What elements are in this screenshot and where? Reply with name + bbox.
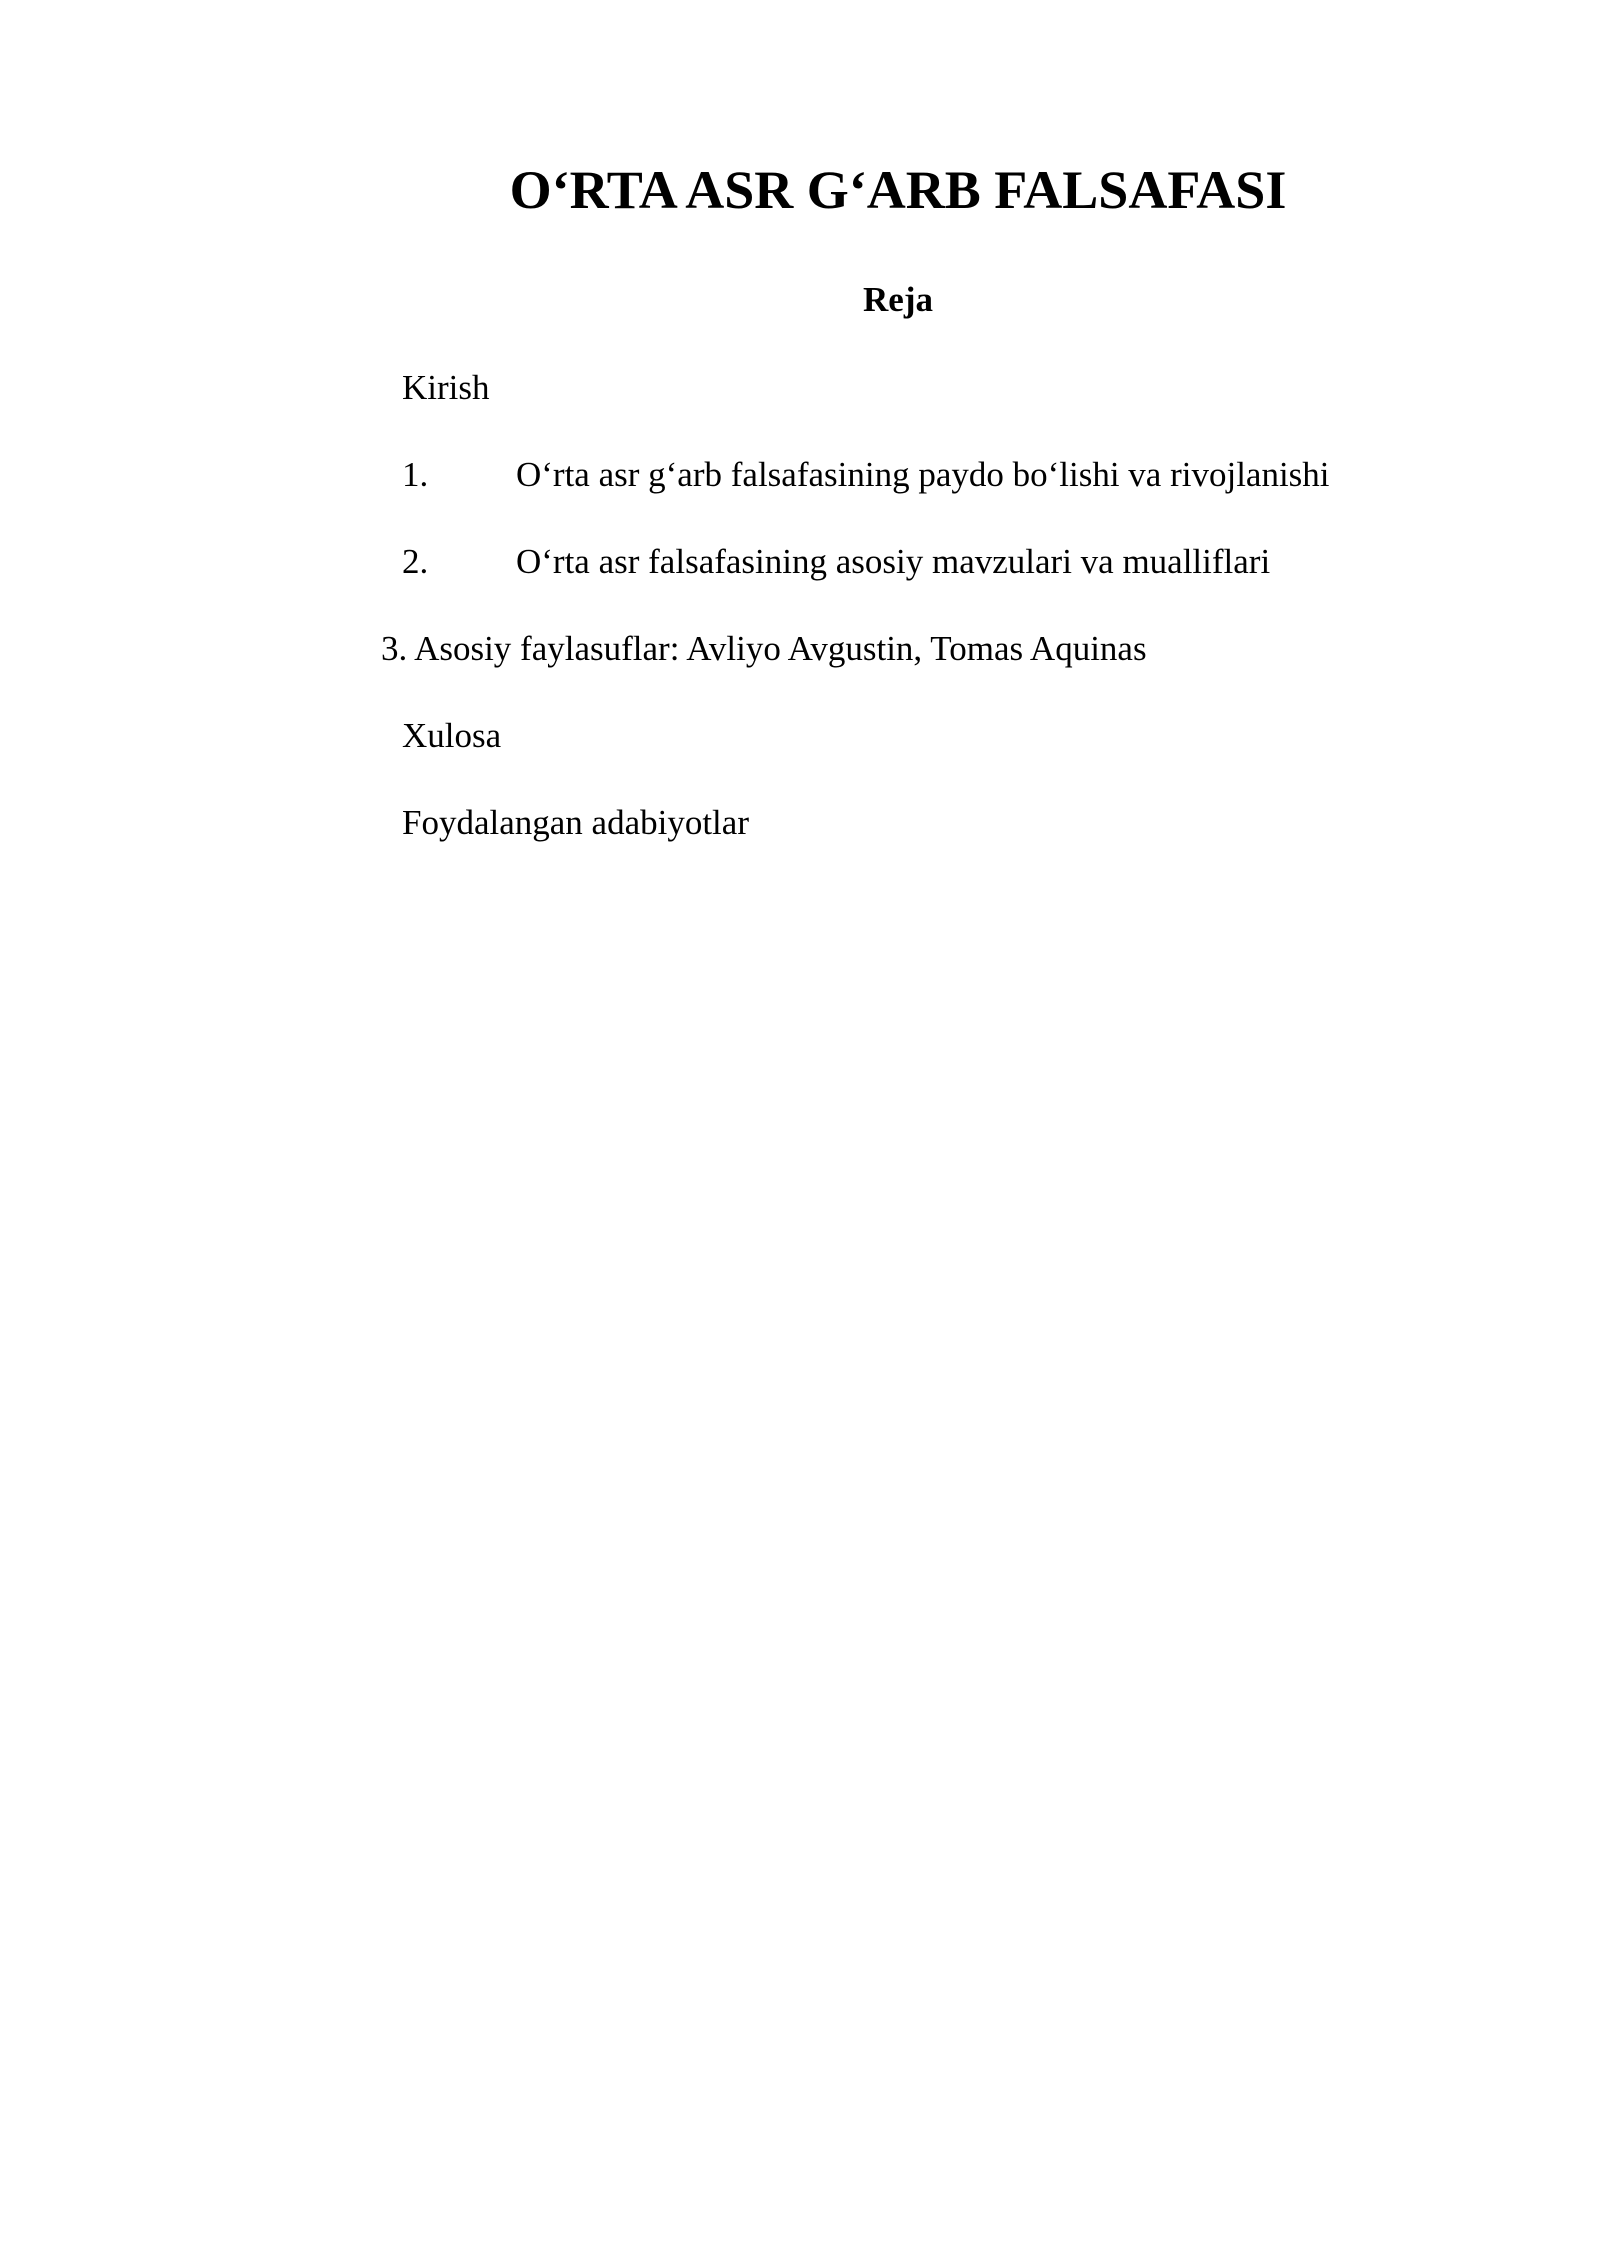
plan-heading: Reja	[863, 280, 933, 319]
plan-item-text: O‘rta asr g‘arb falsafasining paydo bo‘lishi va rivojlanishi	[516, 455, 1330, 494]
plan-item-text: O‘rta asr falsafasining asosiy mavzulari va mualliflari	[516, 542, 1271, 581]
document-title: O‘RTA ASR G‘ARB FALSAFASI	[509, 160, 1287, 220]
references-line: Foydalangan adabiyotlar	[402, 803, 749, 842]
conclusion-line: Xulosa	[402, 716, 502, 755]
plan-item-number: 1.	[402, 455, 429, 494]
plan-item-number: 2.	[402, 542, 429, 581]
intro-line: Kirish	[402, 368, 490, 407]
plan-item-3: 3. Asosiy faylasuflar: Avliyo Avgustin, Tomas Aquinas	[381, 629, 1147, 668]
